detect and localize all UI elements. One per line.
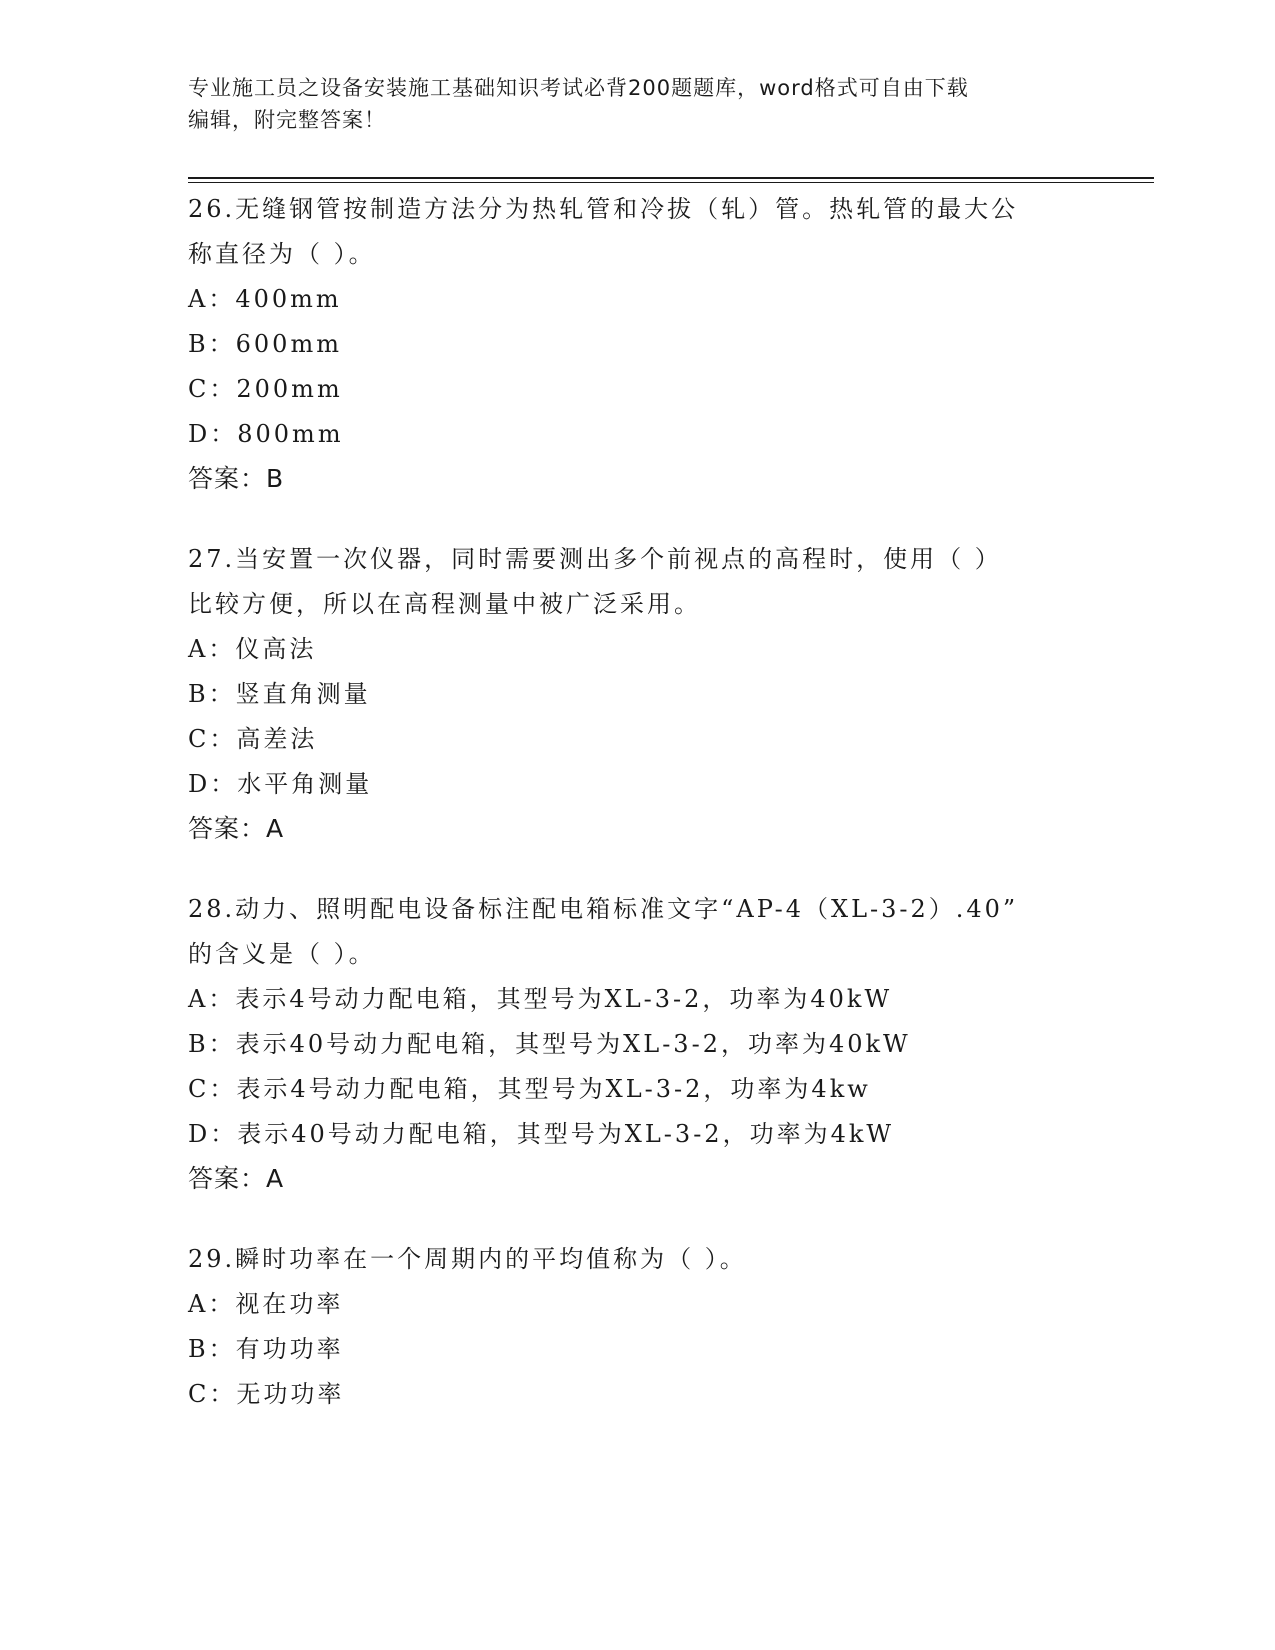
option-c: [188, 367, 1088, 412]
option-d: [188, 762, 1088, 807]
option-text: 视在功率: [235, 1290, 344, 1318]
option-c: [188, 717, 1088, 762]
option-text: 高差法: [236, 725, 318, 753]
option-a: [188, 277, 1088, 322]
question-stem-line-2: 称直径为（ ）。: [188, 240, 376, 268]
option-a: [188, 1282, 1088, 1327]
option-letter: C：: [188, 1380, 237, 1408]
option-text: 有功功率: [235, 1335, 344, 1363]
question-stem-line-1: 29.瞬时功率在一个周期内的平均值称为（ ）。: [188, 1245, 747, 1273]
option-letter: C：: [188, 1075, 237, 1103]
question-stem-line-2: 比较方便，所以在高程测量中被广泛采用。: [188, 590, 701, 618]
option-letter: C：: [188, 375, 237, 403]
answer-line: 答案：B: [188, 464, 285, 493]
answer-line: 答案：A: [188, 1164, 285, 1193]
option-letter: C：: [188, 725, 237, 753]
option-a: [188, 627, 1088, 672]
header-divider-thin: [188, 182, 1154, 183]
option-text: 200mm: [236, 375, 343, 403]
question-28: [188, 887, 1088, 1201]
option-text: 表示40号动力配电箱，其型号为XL-3-2，功率为4kW: [237, 1120, 895, 1148]
option-d: [188, 1112, 1088, 1157]
option-b: [188, 1327, 1088, 1372]
option-text: 表示40号动力配电箱，其型号为XL-3-2，功率为40kW: [235, 1030, 911, 1058]
option-letter: A：: [188, 985, 236, 1013]
option-c: [188, 1372, 1088, 1417]
option-text: 600mm: [235, 330, 342, 358]
option-letter: A：: [188, 635, 236, 663]
option-text: 无功功率: [236, 1380, 345, 1408]
option-letter: B：: [188, 1335, 236, 1363]
option-letter: A：: [188, 1290, 236, 1318]
option-text: 仪高法: [235, 635, 317, 663]
question-29: [188, 1237, 1088, 1417]
option-text: 表示4号动力配电箱，其型号为XL-3-2，功率为4kw: [236, 1075, 871, 1103]
option-letter: A：: [188, 285, 236, 313]
header-line-2: 编辑，附完整答案！: [188, 108, 386, 132]
question-stem-line-1: 26.无缝钢管按制造方法分为热轧管和冷拔（轧）管。热轧管的最大公: [188, 195, 1019, 223]
question-stem-line-2: 的含义是（ ）。: [188, 940, 376, 968]
option-b: [188, 322, 1088, 367]
option-b: [188, 1022, 1088, 1067]
question-27: [188, 537, 1088, 851]
option-letter: B：: [188, 1030, 236, 1058]
header-divider-thick: [188, 177, 1154, 179]
option-letter: D：: [188, 770, 238, 798]
header-line-1: 专业施工员之设备安装施工基础知识考试必背200题题库，word格式可自由下载: [188, 76, 969, 100]
option-text: 400mm: [235, 285, 342, 313]
option-letter: D：: [188, 420, 238, 448]
question-stem-line-1: 27.当安置一次仪器，同时需要测出多个前视点的高程时，使用（ ）: [188, 545, 1002, 573]
option-text: 800mm: [237, 420, 344, 448]
option-b: [188, 672, 1088, 717]
answer-line: 答案：A: [188, 814, 285, 843]
question-stem-line-1: 28.动力、照明配电设备标注配电箱标准文字“AP-4（XL-3-2）.40”: [188, 895, 1019, 923]
option-letter: B：: [188, 330, 236, 358]
option-c: [188, 1067, 1088, 1112]
option-letter: D：: [188, 1120, 238, 1148]
option-letter: B：: [188, 680, 236, 708]
option-text: 竖直角测量: [235, 680, 371, 708]
option-text: 水平角测量: [237, 770, 373, 798]
option-d: [188, 412, 1088, 457]
option-text: 表示4号动力配电箱，其型号为XL-3-2，功率为40kW: [235, 985, 893, 1013]
option-a: [188, 977, 1088, 1022]
question-26: [188, 187, 1088, 501]
document-header: [188, 72, 1088, 136]
